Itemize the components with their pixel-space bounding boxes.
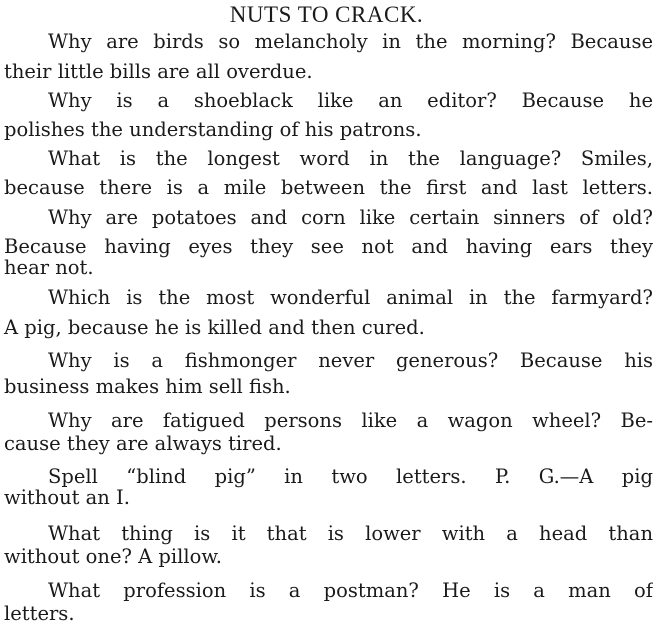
column-title: NUTS TO CRACK. bbox=[229, 2, 424, 27]
text-line: Spell “blind pig” in two letters. P. G.—A pig bbox=[48, 465, 653, 488]
text-line: their little bills are all overdue. bbox=[4, 60, 313, 83]
text-line: What profession is a postman? He is a man of bbox=[48, 579, 653, 602]
text-line: Which is the most wonderful animal in the farmyard? bbox=[48, 286, 653, 309]
text-line: What thing is it that is lower with a head than bbox=[48, 522, 653, 545]
text-line: without one? A pillow. bbox=[4, 545, 222, 568]
text-line: polishes the understanding of his patrons. bbox=[4, 118, 422, 141]
text-line: Why are fatigued persons like a wagon wheel? Be- bbox=[48, 409, 653, 432]
text-line: letters. bbox=[4, 602, 75, 625]
text-line: without an I. bbox=[4, 486, 130, 509]
text-line: A pig, because he is killed and then cured. bbox=[4, 316, 425, 339]
text-line: business makes him sell fish. bbox=[4, 375, 291, 398]
text-line: Why are birds so melancholy in the morning? Because bbox=[48, 30, 653, 53]
text-line: cause they are always tired. bbox=[4, 432, 282, 455]
text-line: Why is a shoeblack like an editor? Because he bbox=[48, 89, 653, 112]
text-line: hear not. bbox=[4, 256, 94, 279]
text-line: What is the longest word in the language? Smiles, bbox=[48, 147, 653, 170]
text-line: Because having eyes they see not and having ears they bbox=[4, 235, 653, 258]
text-line: Why is a fishmonger never generous? Because his bbox=[48, 349, 653, 372]
text-line: because there is a mile between the first and last letters. bbox=[4, 176, 653, 199]
text-line: Why are potatoes and corn like certain sinners of old? bbox=[48, 206, 653, 229]
